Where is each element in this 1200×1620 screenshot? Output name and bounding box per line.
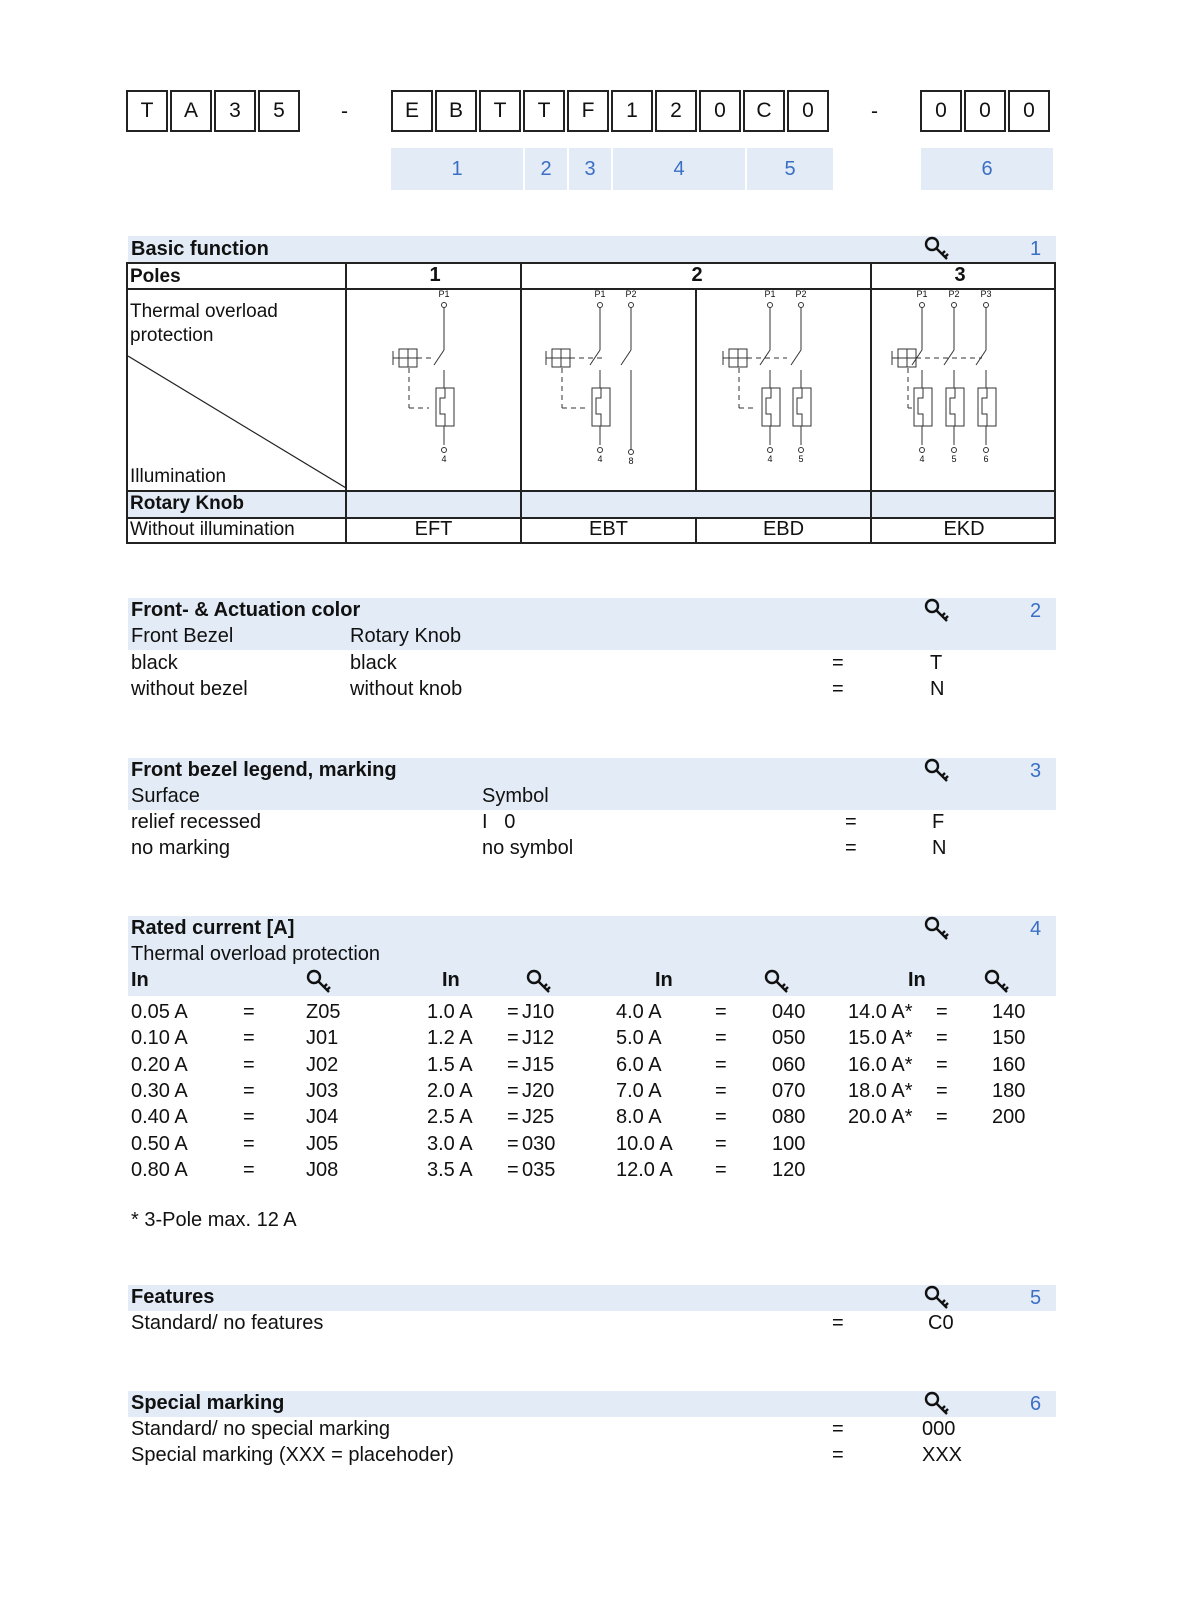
equals-sign: = bbox=[936, 1053, 948, 1076]
without-illumination-label: Without illumination bbox=[130, 519, 295, 540]
rated-current-code: 140 bbox=[992, 1001, 1026, 1023]
rated-current-value: 14.0 A* bbox=[848, 1001, 913, 1023]
in-header-1: In bbox=[131, 969, 149, 991]
in-header-2: In bbox=[442, 969, 460, 991]
rated-current-value: 8.0 A bbox=[616, 1106, 662, 1129]
terminal bbox=[799, 303, 804, 308]
code-char-box: T bbox=[479, 90, 521, 132]
code-char-box: T bbox=[126, 90, 168, 132]
terminal-label: P1 bbox=[438, 290, 450, 299]
code-position-index: 3 bbox=[569, 148, 611, 190]
legend-row-2-code: N bbox=[932, 837, 947, 859]
equals-sign: = bbox=[243, 1132, 255, 1155]
section-number: 5 bbox=[1030, 1287, 1042, 1309]
rated-current-code: J10 bbox=[522, 1001, 555, 1023]
circuit-line bbox=[791, 350, 801, 365]
circuit-line bbox=[976, 350, 986, 365]
legend-row-2-symbol: no symbol bbox=[482, 837, 574, 859]
equals-sign: = bbox=[715, 1158, 727, 1181]
equals-sign: = bbox=[845, 837, 857, 859]
rated-current-code: 050 bbox=[772, 1027, 806, 1050]
code-ekd: EKD bbox=[943, 518, 985, 540]
code-char-box: 1 bbox=[611, 90, 653, 132]
terminal bbox=[598, 303, 603, 308]
section-number: 2 bbox=[1030, 600, 1042, 622]
rated-current-code: J03 bbox=[306, 1079, 339, 1102]
overload-symbol bbox=[950, 388, 955, 426]
pole-count-3: 3 bbox=[954, 264, 966, 286]
key-icon bbox=[924, 1391, 950, 1417]
rated-current-code: J02 bbox=[306, 1053, 339, 1076]
terminal bbox=[984, 448, 989, 453]
overload-symbol bbox=[596, 388, 601, 426]
code-char-box: A bbox=[170, 90, 212, 132]
rated-current-value: 0.20 A bbox=[131, 1053, 188, 1076]
terminal-label: 4 bbox=[441, 454, 447, 464]
equals-sign: = bbox=[936, 1079, 948, 1102]
rated-current-value: 7.0 A bbox=[616, 1079, 662, 1102]
overload-symbol bbox=[797, 388, 802, 426]
legend-row-1-surface: relief recessed bbox=[131, 811, 262, 833]
section-number: 6 bbox=[1030, 1393, 1042, 1415]
rated-current-code: 030 bbox=[522, 1132, 556, 1155]
color-row-2-code: N bbox=[930, 678, 945, 700]
section-title: Front bezel legend, marking bbox=[131, 759, 397, 781]
overload-symbol bbox=[982, 388, 987, 426]
code-char-box: 2 bbox=[655, 90, 697, 132]
rated-current-code: J08 bbox=[306, 1158, 339, 1181]
rated-current-value: 2.5 A bbox=[427, 1106, 473, 1129]
equals-sign: = bbox=[715, 1053, 727, 1076]
equals-sign: = bbox=[832, 1444, 844, 1466]
code-char-box: 5 bbox=[258, 90, 300, 132]
code-char-box: 0 bbox=[787, 90, 829, 132]
terminal-label: P1 bbox=[916, 290, 928, 299]
code-char-box: 0 bbox=[699, 90, 741, 132]
equals-sign: = bbox=[243, 1106, 255, 1129]
terminal-label: 5 bbox=[798, 454, 804, 464]
terminal-label: P1 bbox=[764, 290, 776, 299]
special-row-2: Special marking (XXX = placehoder) bbox=[131, 1444, 454, 1466]
legend-row-1-code: F bbox=[932, 811, 945, 833]
code-char-box: T bbox=[523, 90, 565, 132]
terminal bbox=[598, 448, 603, 453]
key-icon bbox=[764, 969, 790, 995]
section-number: 1 bbox=[1030, 238, 1042, 260]
overload-symbol bbox=[766, 388, 771, 426]
rated-current-value: 1.5 A bbox=[427, 1053, 473, 1076]
pole-count-2: 2 bbox=[691, 264, 703, 286]
equals-sign: = bbox=[243, 1001, 255, 1023]
key-icon bbox=[924, 916, 950, 942]
terminal-label: P3 bbox=[980, 290, 992, 299]
equals-sign: = bbox=[715, 1106, 727, 1129]
equals-sign: = bbox=[832, 1312, 844, 1334]
section-header-features bbox=[128, 1285, 1056, 1311]
thermal-overload-label: Thermal overload protection bbox=[130, 301, 278, 346]
front-bezel-header: Front Bezel bbox=[131, 625, 234, 647]
rated-current-code: J04 bbox=[306, 1106, 339, 1129]
terminal bbox=[768, 303, 773, 308]
code-position-index: 1 bbox=[391, 148, 523, 190]
code-position-index: 2 bbox=[525, 148, 567, 190]
rated-current-code: 200 bbox=[992, 1106, 1026, 1129]
illumination-label: Illumination bbox=[130, 466, 227, 487]
rated-current-code: 180 bbox=[992, 1079, 1026, 1102]
equals-sign: = bbox=[507, 1106, 519, 1129]
rotary-knob-header: Rotary Knob bbox=[350, 625, 462, 647]
code-position-index: 4 bbox=[613, 148, 745, 190]
rated-current-value: 15.0 A* bbox=[848, 1027, 913, 1050]
rated-current-value: 0.05 A bbox=[131, 1001, 188, 1023]
rated-current-code: J25 bbox=[522, 1106, 555, 1129]
rated-current-value: 0.30 A bbox=[131, 1079, 188, 1102]
terminal bbox=[952, 303, 957, 308]
terminal-label: 4 bbox=[919, 454, 925, 464]
circuit-diagrams bbox=[347, 290, 1054, 490]
section-title: Rated current [A] bbox=[131, 917, 295, 939]
rated-current-value: 12.0 A bbox=[616, 1158, 673, 1181]
rated-current-value: 5.0 A bbox=[616, 1027, 662, 1050]
code-separator: - bbox=[871, 100, 878, 123]
rated-current-code: Z05 bbox=[306, 1001, 341, 1023]
special-row-1-code: 000 bbox=[922, 1418, 956, 1440]
circuit-line bbox=[434, 350, 444, 365]
terminal-label: 4 bbox=[767, 454, 773, 464]
equals-sign: = bbox=[715, 1079, 727, 1102]
circuit-line bbox=[621, 350, 631, 365]
terminal bbox=[768, 448, 773, 453]
features-row-1-code: C0 bbox=[928, 1312, 954, 1334]
rated-current-value: 20.0 A* bbox=[848, 1106, 913, 1129]
section-number: 3 bbox=[1030, 760, 1042, 782]
rated-current-value: 16.0 A* bbox=[848, 1053, 913, 1076]
terminal-label: P1 bbox=[594, 290, 606, 299]
rated-current-value: 1.0 A bbox=[427, 1001, 473, 1023]
terminal bbox=[629, 303, 634, 308]
section-title: Basic function bbox=[131, 238, 269, 260]
equals-sign: = bbox=[936, 1027, 948, 1050]
equals-sign: = bbox=[832, 652, 844, 674]
special-row-2-code: XXX bbox=[922, 1444, 963, 1466]
section-title: Features bbox=[131, 1286, 215, 1308]
equals-sign: = bbox=[243, 1027, 255, 1050]
terminal bbox=[442, 303, 447, 308]
code-char-box: 0 bbox=[920, 90, 962, 132]
key-icon bbox=[984, 969, 1010, 995]
rotary-knob-label: Rotary Knob bbox=[130, 493, 244, 514]
key-icon bbox=[924, 598, 950, 624]
section-title: Front- & Actuation color bbox=[131, 599, 361, 621]
code-char-box: 3 bbox=[214, 90, 256, 132]
footnote: * 3-Pole max. 12 A bbox=[131, 1209, 297, 1231]
rated-current-code: J20 bbox=[522, 1079, 555, 1102]
rated-current-value: 10.0 A bbox=[616, 1132, 673, 1155]
equals-sign: = bbox=[715, 1027, 727, 1050]
rated-current-code: 035 bbox=[522, 1158, 556, 1181]
key-icon bbox=[306, 969, 332, 995]
key-icon bbox=[526, 969, 552, 995]
equals-sign: = bbox=[507, 1053, 519, 1076]
features-row-1: Standard/ no features bbox=[131, 1312, 324, 1334]
equals-sign: = bbox=[507, 1027, 519, 1050]
rated-current-value: 0.40 A bbox=[131, 1106, 188, 1129]
color-row-2-bezel: without bezel bbox=[131, 678, 248, 700]
equals-sign: = bbox=[936, 1106, 948, 1129]
code-char-box: E bbox=[391, 90, 433, 132]
in-header-3: In bbox=[655, 969, 673, 991]
terminal-label: P2 bbox=[795, 290, 807, 299]
legend-row-1-symbol: I 0 bbox=[482, 811, 516, 833]
code-char-box: F bbox=[567, 90, 609, 132]
terminal-label: 8 bbox=[628, 456, 634, 466]
rated-current-value: 3.5 A bbox=[427, 1158, 473, 1181]
equals-sign: = bbox=[243, 1079, 255, 1102]
rated-current-code: 150 bbox=[992, 1027, 1026, 1050]
code-eft: EFT bbox=[414, 518, 453, 540]
terminal-label: 4 bbox=[597, 454, 603, 464]
in-header-4: In bbox=[908, 969, 926, 991]
terminal-label: 5 bbox=[951, 454, 957, 464]
rated-current-code: 100 bbox=[772, 1132, 806, 1155]
code-char-box: 0 bbox=[964, 90, 1006, 132]
terminal bbox=[920, 303, 925, 308]
rated-current-value: 0.10 A bbox=[131, 1027, 188, 1050]
rated-current-value: 3.0 A bbox=[427, 1132, 473, 1155]
terminal bbox=[952, 448, 957, 453]
terminal-label: P2 bbox=[948, 290, 960, 299]
rated-current-code: 160 bbox=[992, 1053, 1026, 1076]
equals-sign: = bbox=[936, 1001, 948, 1023]
rated-current-code: 080 bbox=[772, 1106, 806, 1129]
equals-sign: = bbox=[832, 678, 844, 700]
overload-symbol bbox=[440, 388, 445, 426]
rated-current-value: 6.0 A bbox=[616, 1053, 662, 1076]
special-row-1: Standard/ no special marking bbox=[131, 1418, 391, 1440]
terminal bbox=[629, 450, 634, 455]
key-icon bbox=[924, 1285, 950, 1311]
code-char-box: 0 bbox=[1008, 90, 1050, 132]
equals-sign: = bbox=[507, 1001, 519, 1023]
terminal bbox=[920, 448, 925, 453]
terminal bbox=[442, 448, 447, 453]
equals-sign: = bbox=[507, 1158, 519, 1181]
section-title: Special marking bbox=[131, 1392, 285, 1414]
legend-row-2-surface: no marking bbox=[131, 837, 230, 859]
code-char-box: C bbox=[743, 90, 785, 132]
rated-current-code: 060 bbox=[772, 1053, 806, 1076]
color-row-1-knob: black bbox=[350, 652, 397, 674]
rated-current-code: J12 bbox=[522, 1027, 555, 1050]
pole-count-1: 1 bbox=[429, 264, 441, 286]
equals-sign: = bbox=[832, 1418, 844, 1440]
rated-current-code: J01 bbox=[306, 1027, 339, 1050]
key-icon bbox=[924, 758, 950, 784]
equals-sign: = bbox=[507, 1079, 519, 1102]
terminal-label: P2 bbox=[625, 290, 637, 299]
equals-sign: = bbox=[845, 811, 857, 833]
color-row-1-bezel: black bbox=[131, 652, 178, 674]
code-char-box: B bbox=[435, 90, 477, 132]
code-position-index: 5 bbox=[747, 148, 833, 190]
terminal-label: 6 bbox=[983, 454, 989, 464]
overload-symbol bbox=[918, 388, 923, 426]
rated-current-value: 0.50 A bbox=[131, 1132, 188, 1155]
equals-sign: = bbox=[715, 1132, 727, 1155]
rated-current-code: 120 bbox=[772, 1158, 806, 1181]
rated-current-code: 070 bbox=[772, 1079, 806, 1102]
code-position-index: 6 bbox=[921, 148, 1053, 190]
section-number: 4 bbox=[1030, 918, 1042, 940]
equals-sign: = bbox=[243, 1053, 255, 1076]
poles-label: Poles bbox=[130, 266, 181, 287]
rated-current-code: 040 bbox=[772, 1001, 806, 1023]
rated-current-code: J05 bbox=[306, 1132, 339, 1155]
rated-current-value: 1.2 A bbox=[427, 1027, 473, 1050]
symbol-header: Symbol bbox=[482, 785, 549, 807]
terminal bbox=[984, 303, 989, 308]
rated-current-value: 4.0 A bbox=[616, 1001, 662, 1023]
rated-current-code: J15 bbox=[522, 1053, 555, 1076]
key-icon bbox=[924, 236, 950, 262]
equals-sign: = bbox=[243, 1158, 255, 1181]
surface-header: Surface bbox=[131, 785, 200, 807]
rated-current-value: 18.0 A* bbox=[848, 1079, 913, 1102]
color-row-1-code: T bbox=[930, 652, 943, 674]
equals-sign: = bbox=[507, 1132, 519, 1155]
rated-subtitle: Thermal overload protection bbox=[131, 943, 381, 965]
rated-current-value: 0.80 A bbox=[131, 1158, 188, 1181]
code-ebt: EBT bbox=[589, 518, 628, 540]
rated-current-value: 2.0 A bbox=[427, 1079, 473, 1102]
color-row-2-knob: without knob bbox=[350, 678, 463, 700]
equals-sign: = bbox=[715, 1001, 727, 1023]
code-ebd: EBD bbox=[762, 518, 805, 540]
code-separator: - bbox=[341, 100, 348, 123]
terminal bbox=[799, 448, 804, 453]
